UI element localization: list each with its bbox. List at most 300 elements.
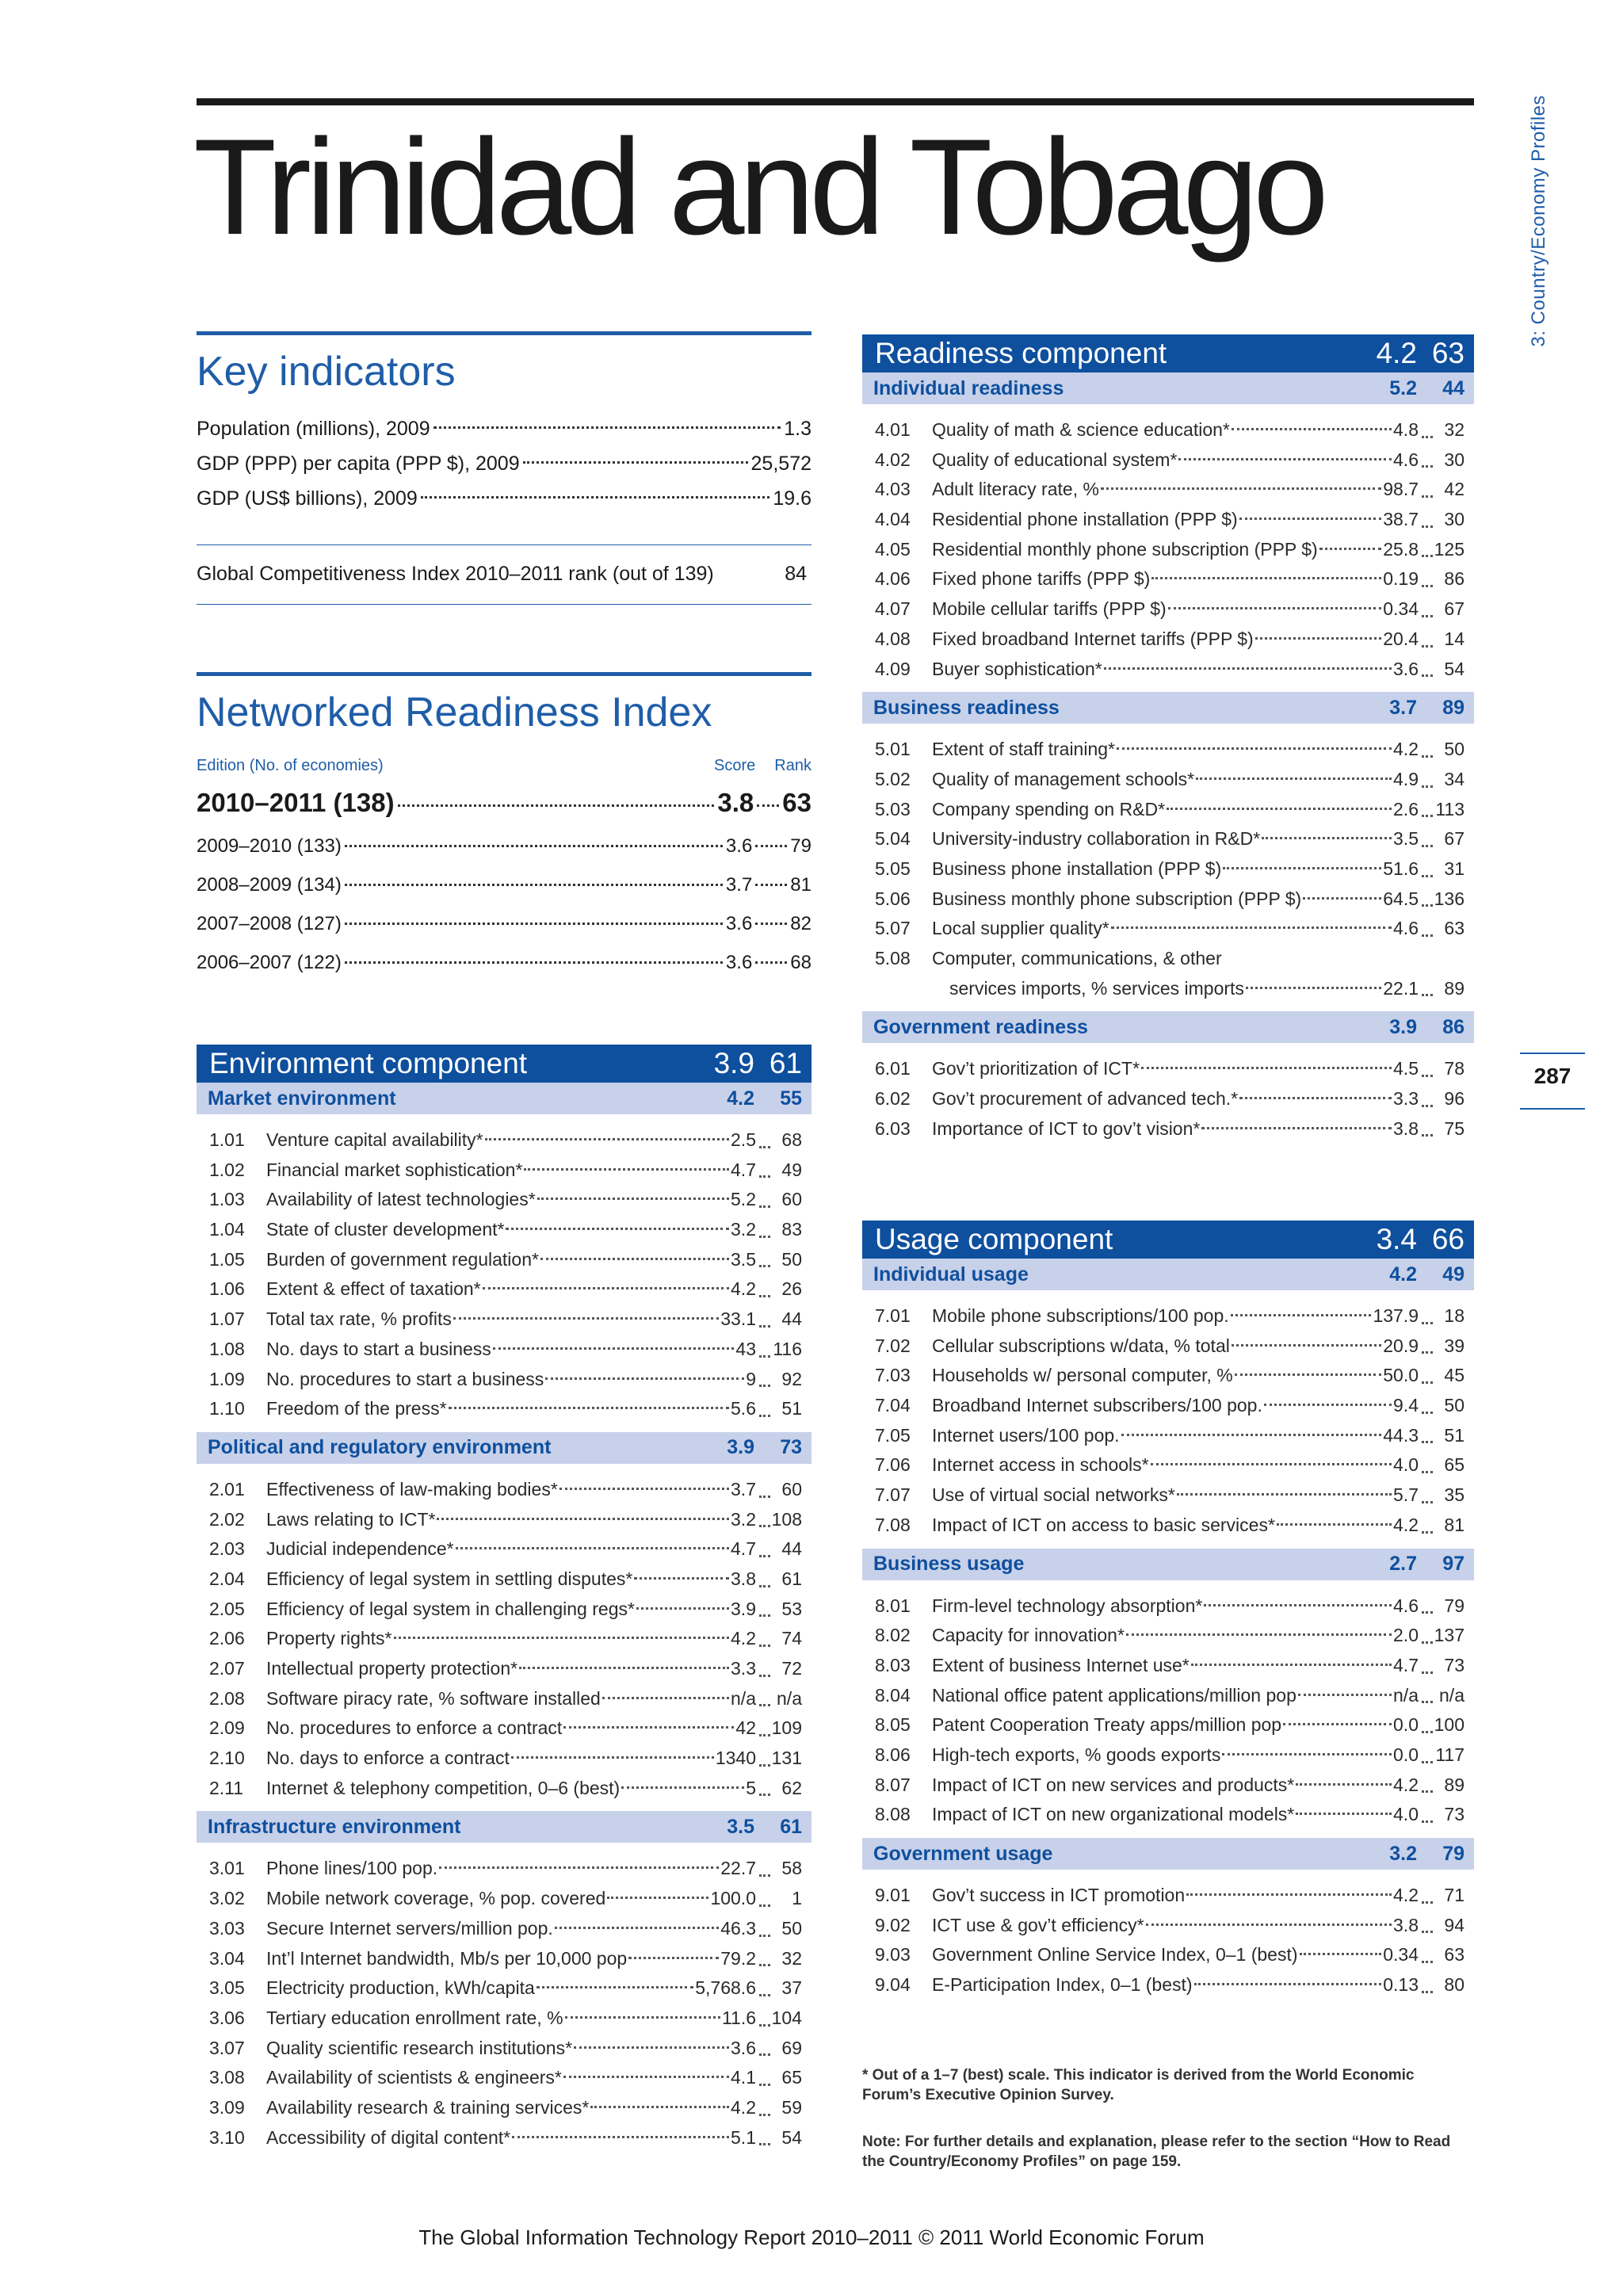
indicator-value: 38.7	[1383, 509, 1419, 530]
dot-leader	[1262, 837, 1392, 839]
indicator-rank: 78	[1419, 1054, 1474, 1084]
indicator-rank: 125	[1419, 535, 1474, 565]
indicator-code: 7.07	[875, 1484, 911, 1506]
environment-component	[197, 1045, 812, 2160]
indicator-code: 3.06	[209, 2007, 245, 2028]
indicator-label: Int’l Internet bandwidth, Mb/s per 10,000 pop	[266, 1947, 628, 1969]
key-indicators	[197, 331, 812, 605]
nri-edition: 2010–2011 (138)	[197, 788, 395, 817]
indicator-rank: 137	[1419, 1621, 1474, 1651]
indicator-label: Availability of latest technologies*	[266, 1189, 536, 1210]
subsection-score: 3.9	[1389, 1015, 1417, 1038]
indicator-label: Cellular subscriptions w/data, % total	[932, 1335, 1230, 1356]
key-indicators-list	[197, 411, 812, 516]
dot-leader	[1235, 1373, 1382, 1376]
indicator-value: 4.6	[1393, 449, 1419, 470]
indicator-code: 2.07	[209, 1658, 245, 1679]
indicator-row	[862, 1800, 1474, 1830]
indicator-list	[197, 1464, 812, 1812]
indicator-value: 3.6	[1393, 658, 1419, 679]
indicator-rank: 131	[756, 1744, 812, 1774]
indicator-code: 3.07	[209, 2037, 245, 2058]
subsection-score: 5.2	[1389, 376, 1417, 399]
indicator-rank: 54	[756, 2123, 812, 2153]
indicator-rank: 75	[1419, 1114, 1474, 1144]
nri-rank: 68	[790, 952, 812, 973]
indicator-row	[862, 884, 1474, 915]
indicator-value: 22.1	[1383, 977, 1419, 999]
top-rule	[197, 98, 1474, 105]
indicator-label: Gov’t prioritization of ICT*	[932, 1058, 1140, 1079]
subsection-rank: 44	[1442, 376, 1465, 399]
dot-leader	[1232, 428, 1392, 430]
nri-score: 3.7	[725, 874, 753, 896]
indicator-label: Patent Cooperation Treaty apps/million pop	[932, 1714, 1282, 1736]
indicator-code: 1.09	[209, 1368, 245, 1389]
indicator-label: Households w/ personal computer, %	[932, 1365, 1233, 1386]
indicator-rank: 74	[756, 1624, 812, 1654]
indicator-code: 7.01	[875, 1305, 911, 1326]
indicator-rank: 32	[1419, 415, 1474, 445]
indicator-value: 4.2	[1393, 1885, 1419, 1905]
indicator-row	[862, 564, 1474, 594]
indicator-rank: 73	[1419, 1800, 1474, 1830]
indicator-label: No. days to start a business	[266, 1338, 491, 1359]
indicator-label: GDP (PPP) per capita (PPP $), 2009	[197, 453, 520, 475]
indicator-row	[862, 1771, 1474, 1801]
indicator-row	[197, 1125, 812, 1156]
key-indicator-row	[197, 446, 812, 481]
indicator-label: Secure Internet servers/million pop.	[266, 1917, 553, 1939]
dot-leader	[1177, 1493, 1392, 1496]
indicator-row	[862, 1114, 1474, 1144]
dot-leader	[607, 1897, 708, 1899]
indicator-label: Broadband Internet subscribers/100 pop.	[932, 1395, 1262, 1416]
indicator-list	[862, 1580, 1474, 1839]
indicator-value: 46.3	[720, 1917, 756, 1939]
key-indicator-row	[197, 411, 812, 446]
indicator-value: n/a	[731, 1687, 756, 1709]
nri-score: 3.6	[725, 952, 753, 973]
indicator-code: 2.11	[209, 1777, 244, 1798]
indicator-value: 0.13	[1383, 1974, 1419, 1996]
environment-header: Environment component 3.9 61	[197, 1045, 812, 1083]
dot-leader	[1111, 926, 1392, 929]
indicator-row	[862, 1054, 1474, 1084]
dot-leader	[421, 496, 769, 499]
indicator-code: 9.04	[875, 1974, 911, 1996]
nri-rank: 82	[790, 913, 812, 934]
subsection-header	[862, 372, 1474, 404]
indicator-row	[862, 475, 1474, 505]
indicator-code: 3.02	[209, 1888, 245, 1909]
indicator-label: Mobile network coverage, % pop. covered	[266, 1888, 606, 1909]
indicator-code: 1.10	[209, 1398, 245, 1419]
indicator-value: 5.6	[731, 1398, 756, 1419]
indicator-row	[197, 1713, 812, 1744]
indicator-rank: 67	[1419, 594, 1474, 625]
indicator-rank: 54	[1419, 655, 1474, 685]
indicator-row	[197, 2093, 812, 2123]
indicator-code: 4.07	[875, 598, 911, 620]
dot-leader	[574, 2046, 729, 2049]
indicator-row	[197, 1534, 812, 1564]
nri-rank: 79	[790, 835, 812, 857]
indicator-rank: 50	[1419, 1391, 1474, 1421]
indicator-label: Availability of scientists & engineers*	[266, 2067, 562, 2088]
indicator-code: 3.08	[209, 2067, 245, 2088]
subsection-score: 3.2	[1389, 1842, 1417, 1865]
indicator-rank: 30	[1419, 505, 1474, 535]
dot-leader	[1232, 1344, 1381, 1347]
readiness-header: Readiness component 4.2 63	[862, 334, 1474, 372]
indicator-label: Software piracy rate, % software installed	[266, 1687, 601, 1709]
indicator-label: Fixed phone tariffs (PPP $)	[932, 568, 1151, 590]
gci-row	[197, 556, 812, 591]
indicator-value: 137.9	[1373, 1305, 1419, 1326]
subsection-header	[862, 692, 1474, 724]
indicator-row	[862, 625, 1474, 655]
dot-leader	[483, 1287, 729, 1289]
indicator-row	[862, 735, 1474, 765]
dot-leader	[1298, 1694, 1392, 1696]
indicator-value: 64.5	[1383, 888, 1419, 909]
nri-edition: 2008–2009 (134)	[197, 874, 342, 896]
indicator-value: 2.0	[1393, 1625, 1419, 1646]
dot-leader	[1146, 1924, 1392, 1926]
indicator-code: 3.10	[209, 2126, 245, 2148]
subsection-score: 3.7	[1389, 696, 1417, 719]
indicator-rank: 50	[1419, 735, 1474, 765]
indicator-rank: 44	[756, 1534, 812, 1564]
dot-leader	[1319, 548, 1382, 550]
indicator-label: Financial market sophistication*	[266, 1159, 523, 1180]
indicator-list	[862, 724, 1474, 1011]
indicator-value: 3.8	[731, 1568, 756, 1589]
indicator-row	[862, 1301, 1474, 1331]
indicator-value: 4.7	[731, 1159, 756, 1180]
indicator-code: 1.03	[209, 1189, 245, 1210]
indicator-value: 4.0	[1393, 1804, 1419, 1825]
indicator-label: Gov’t success in ICT promotion	[932, 1885, 1186, 1905]
indicator-value: 9	[746, 1368, 756, 1389]
subsection-title: Market environment	[208, 1087, 396, 1110]
nri-column-header	[197, 757, 812, 775]
indicator-code: 1.02	[209, 1159, 245, 1180]
indicator-code: 5.05	[875, 858, 911, 879]
indicator-row	[197, 1305, 812, 1335]
indicator-value: 2.5	[731, 1129, 756, 1150]
indicator-code: 6.02	[875, 1088, 911, 1110]
subsection-title: Business usage	[873, 1553, 1025, 1575]
indicator-code: 9.03	[875, 1944, 911, 1966]
indicator-row	[197, 1654, 812, 1684]
dot-leader	[1151, 577, 1381, 579]
section-side-label: 3: Country/Economy Profiles	[1528, 95, 1549, 347]
dot-leader	[1283, 1723, 1392, 1725]
indicator-list	[197, 1843, 812, 2160]
indicator-rank: 37	[756, 1973, 812, 2004]
indicator-rank: 14	[1419, 625, 1474, 655]
indicator-code: 8.08	[875, 1804, 911, 1825]
indicator-row	[862, 1391, 1474, 1421]
indicator-row	[197, 1973, 812, 2004]
dot-leader	[1101, 487, 1381, 490]
indicator-rank: 34	[1419, 765, 1474, 795]
indicator-label: Quality scientific research institutions*	[266, 2037, 573, 2058]
section-rule	[197, 672, 812, 676]
indicator-label: Judicial independence*	[266, 1538, 454, 1560]
indicator-rank: 104	[756, 2004, 812, 2034]
indicator-rank: 62	[756, 1774, 812, 1804]
indicator-value: 1.3	[784, 418, 812, 440]
indicator-label: Extent & effect of taxation*	[266, 1278, 481, 1300]
indicator-label: Company spending on R&D*	[932, 798, 1166, 819]
indicator-label: Local supplier quality*	[932, 918, 1109, 939]
nri-col-edition: Edition (No. of economies)	[197, 757, 384, 774]
indicator-rank: 92	[756, 1365, 812, 1395]
indicator-row	[862, 1970, 1474, 2000]
dot-leader	[449, 1407, 729, 1409]
indicator-rank: 80	[1419, 1970, 1474, 2000]
indicator-rank: 65	[756, 2063, 812, 2093]
indicator-row	[862, 914, 1474, 944]
dot-leader	[555, 1927, 719, 1929]
indicator-row	[862, 1591, 1474, 1622]
indicator-code: 4.06	[875, 568, 911, 590]
indicator-value: 3.5	[731, 1248, 756, 1270]
indicator-value: 100.0	[710, 1888, 756, 1909]
indicator-value: 3.8	[1393, 1117, 1419, 1139]
dot-leader	[1204, 1604, 1392, 1606]
subsection-rank: 61	[780, 1815, 802, 1838]
indicator-value: 4.2	[731, 2096, 756, 2118]
indicator-rank: 50	[756, 1914, 812, 1944]
indicator-code: 4.05	[875, 538, 911, 560]
indicator-code: 4.02	[875, 449, 911, 470]
indicator-value: 3.6	[731, 2037, 756, 2058]
dot-leader	[1246, 987, 1381, 989]
indicator-code: 8.02	[875, 1625, 911, 1646]
indicator-row	[197, 1854, 812, 1884]
indicator-code: 4.01	[875, 419, 911, 440]
indicator-rank: 113	[1419, 795, 1474, 825]
nri-edition: 2009–2010 (133)	[197, 835, 342, 857]
dot-leader	[565, 2016, 720, 2019]
indicator-rank: 108	[756, 1505, 812, 1535]
dot-leader	[563, 1726, 734, 1729]
indicator-rank: 83	[756, 1215, 812, 1245]
dot-leader	[540, 1258, 729, 1260]
indicator-value: 3.7	[731, 1478, 756, 1499]
indicator-rank: 69	[756, 2034, 812, 2064]
indicator-value: n/a	[1393, 1684, 1419, 1706]
indicator-row	[197, 1914, 812, 1944]
indicator-label: Importance of ICT to gov’t vision*	[932, 1117, 1201, 1139]
dot-leader	[493, 1347, 735, 1350]
indicator-label: Gov’t procurement of advanced tech.*	[932, 1088, 1239, 1110]
indicator-label: Impact of ICT on new organizational models*	[932, 1804, 1295, 1825]
indicator-code: 5.01	[875, 739, 911, 760]
indicator-value: 1340	[715, 1748, 756, 1769]
indicator-code: 5.03	[875, 798, 911, 819]
indicator-value: 79.2	[720, 1947, 756, 1969]
indicator-code: 8.03	[875, 1654, 911, 1675]
indicator-label: Impact of ICT on new services and products*	[932, 1774, 1295, 1795]
indicator-code: 7.06	[875, 1454, 911, 1476]
indicator-rank: 89	[1419, 974, 1474, 1004]
indicator-value: 4.8	[1393, 419, 1419, 440]
indicator-value: 4.2	[731, 1628, 756, 1649]
indicator-label: Business phone installation (PPP $)	[932, 858, 1222, 879]
indicator-value: 20.4	[1383, 628, 1419, 649]
indicator-value: 4.9	[1393, 768, 1419, 789]
indicator-value: 19.6	[773, 487, 812, 510]
indicator-value: 20.9	[1383, 1335, 1419, 1356]
indicator-rank: 63	[1419, 1940, 1474, 1970]
indicator-value: 4.5	[1393, 1058, 1419, 1079]
dot-leader	[398, 804, 715, 807]
indicator-row	[862, 1084, 1474, 1114]
dot-leader	[1141, 1067, 1392, 1069]
indicator-code: 4.08	[875, 628, 911, 649]
indicator-value: 98.7	[1383, 479, 1419, 500]
indicator-code: 1.05	[209, 1248, 245, 1270]
indicator-row	[862, 1480, 1474, 1511]
subsection-score: 2.7	[1389, 1553, 1417, 1575]
indicator-code: 1.04	[209, 1219, 245, 1240]
indicator-row	[862, 1450, 1474, 1480]
dot-leader	[506, 1228, 729, 1230]
indicator-code: 2.02	[209, 1508, 245, 1530]
subsection	[197, 1811, 812, 2160]
dot-leader	[1223, 867, 1381, 869]
indicator-value: 3.9	[731, 1598, 756, 1619]
indicator-label: E-Participation Index, 0–1 (best)	[932, 1974, 1193, 1996]
indicator-label: National office patent applications/million pop	[932, 1684, 1296, 1706]
indicator-list	[862, 1290, 1474, 1549]
usage-header: Usage component 3.4 66	[862, 1221, 1474, 1259]
dot-leader	[1231, 1314, 1372, 1316]
indicator-value: 3.8	[1393, 1914, 1419, 1935]
indicator-code: 8.06	[875, 1744, 911, 1765]
subsection-title: Business readiness	[873, 696, 1060, 719]
dot-leader	[345, 923, 723, 925]
indicator-row	[862, 1710, 1474, 1740]
indicator-rank: 117	[1419, 1740, 1474, 1771]
dot-leader	[563, 2076, 729, 2078]
indicator-row	[197, 1564, 812, 1595]
nri-row	[197, 788, 812, 835]
indicator-rank: n/a	[756, 1684, 812, 1714]
indicator-row	[197, 1394, 812, 1424]
dot-leader	[519, 1667, 729, 1669]
dot-leader	[345, 845, 723, 847]
indicator-label: Efficiency of legal system in challenging regs*	[266, 1598, 635, 1619]
indicator-row	[197, 2123, 812, 2153]
dot-leader	[1194, 1983, 1382, 1985]
indicator-label: Business monthly phone subscription (PPP $)	[932, 888, 1302, 909]
indicator-row	[197, 1156, 812, 1186]
dot-leader	[439, 1866, 719, 1869]
indicator-code: 7.04	[875, 1395, 911, 1416]
indicator-label: GDP (US$ billions), 2009	[197, 487, 418, 510]
indicator-label: High-tech exports, % goods exports	[932, 1744, 1221, 1765]
indicator-code: 6.03	[875, 1117, 911, 1139]
indicator-code: 5.06	[875, 888, 911, 909]
indicator-row	[197, 1274, 812, 1305]
indicator-label: Venture capital availability*	[266, 1129, 483, 1150]
indicator-list	[862, 1043, 1474, 1152]
dot-leader	[1168, 607, 1382, 609]
nri-rank: 81	[790, 874, 812, 896]
indicator-label: Use of virtual social networks*	[932, 1484, 1175, 1506]
indicator-label: Quality of educational system*	[932, 449, 1178, 470]
indicator-label: No. procedures to enforce a contract	[266, 1717, 563, 1739]
subsection-score: 4.2	[727, 1087, 754, 1110]
indicator-label: Laws relating to ICT*	[266, 1508, 436, 1530]
dot-leader	[1191, 1664, 1392, 1666]
indicator-value: 22.7	[720, 1858, 756, 1879]
dot-leader	[755, 884, 787, 886]
indicator-rank: 42	[1419, 475, 1474, 505]
indicator-rank: 67	[1419, 824, 1474, 854]
subsection-header	[862, 1838, 1474, 1870]
indicator-code: 1.07	[209, 1308, 245, 1330]
indicator-rank: 49	[756, 1156, 812, 1186]
indicator-code: 4.04	[875, 509, 911, 530]
indicator-rank: 61	[756, 1564, 812, 1595]
subsection	[862, 1011, 1474, 1152]
indicator-code: 9.01	[875, 1885, 911, 1905]
indicator-row	[197, 1245, 812, 1275]
indicator-label: University-industry collaboration in R&D*	[932, 828, 1261, 850]
subsection-rank: 97	[1442, 1553, 1465, 1575]
indicator-rank: 79	[1419, 1591, 1474, 1622]
indicator-rank: 30	[1419, 445, 1474, 476]
indicator-code: 8.05	[875, 1714, 911, 1736]
indicator-code: 2.09	[209, 1717, 245, 1739]
gci-label: Global Competitiveness Index 2010–2011 rank (out of 139)	[197, 563, 714, 585]
indicator-label: Tertiary education enrollment rate, %	[266, 2007, 563, 2028]
nri-score: 3.6	[725, 835, 753, 857]
dot-leader	[523, 461, 748, 464]
indicator-row	[862, 1421, 1474, 1451]
indicator-code: 9.02	[875, 1914, 911, 1935]
indicator-value: 50.0	[1383, 1365, 1419, 1386]
indicator-value: 42	[735, 1717, 756, 1739]
indicator-value: 4.7	[1393, 1654, 1419, 1675]
indicator-rank: 116	[756, 1335, 812, 1365]
indicator-label: Efficiency of legal system in settling disputes*	[266, 1568, 633, 1589]
section-rule	[197, 331, 812, 335]
indicator-value: 5.2	[731, 1189, 756, 1210]
indicator-row	[197, 1744, 812, 1774]
indicator-label: Extent of business Internet use*	[932, 1654, 1190, 1675]
indicator-label: Quality of math & science education*	[932, 419, 1230, 440]
indicator-code: 6.01	[875, 1058, 911, 1079]
indicator-label: Total tax rate, % profits	[266, 1308, 452, 1330]
indicator-label: Extent of staff training*	[932, 739, 1115, 760]
subsection	[862, 1259, 1474, 1549]
indicator-code: 2.04	[209, 1568, 245, 1589]
indicator-label: Internet access in schools*	[932, 1454, 1149, 1476]
nri-title: Networked Readiness Index	[197, 690, 712, 735]
dot-leader	[453, 1317, 719, 1320]
indicator-label: Government Online Service Index, 0–1 (best)	[932, 1944, 1298, 1966]
subsection-header	[862, 1549, 1474, 1580]
indicator-list	[197, 1114, 812, 1432]
